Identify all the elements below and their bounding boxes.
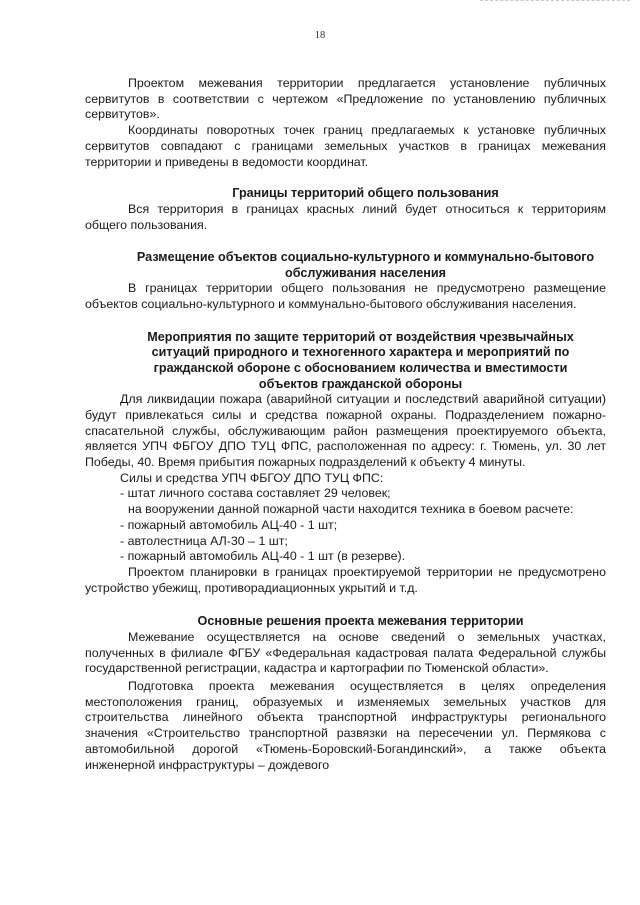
page-number: 18 (314, 30, 326, 41)
paragraph: Вся территория в границах красных линий будет относиться к территориям общего пользования. (85, 201, 606, 232)
list-line: - пожарный автомобиль АЦ-40 - 1 шт (в резерве). (120, 549, 406, 564)
scan-corner-mark (480, 0, 630, 4)
list-line: - пожарный автомобиль АЦ-40 - 1 шт; (120, 517, 338, 532)
list-line: Силы и средства УПЧ ФБГОУ ДПО ТУЦ ФПС: (120, 470, 384, 485)
paragraph: Координаты поворотных точек границ предлагаемых к установке публичных сервитутов совпадают с границами земельных участков в границах межевания территории и приведены в ведомости координат. (85, 123, 606, 169)
list-line: - автолестница АЛ-30 – 1 шт; (120, 533, 288, 548)
section-heading: Размещение объектов социально-культурного и коммунально-бытового обслуживания населения (136, 250, 595, 280)
section-heading: Основные решения проекта межевания территории (197, 614, 524, 629)
paragraph: Подготовка проекта межевания осуществляется в целях определения местоположения границ, образуемых и изменяемых земельных участков для строительства линейного объекта транспортной инфраструктуры регионального значения «Строительство транспортной развязки на пересечении ул. Пермякова с автомобильной дорогой «Тюмень-Боровский-Богандинский», а также объекта инженерной инфраструктуры – дождевого (85, 679, 606, 772)
list-line: - штат личного состава составляет 29 человек; (120, 486, 391, 501)
paragraph: на вооружении данной пожарной части находится техника в боевом расчете: (128, 502, 574, 517)
paragraph: Межевание осуществляется на основе сведений о земельных участках, полученных в филиале ФГБУ «Федеральная кадастровая палата Федеральной службы государственной регистрации, кадастра и картографии по Тюменской области». (85, 629, 606, 676)
section-heading: Мероприятия по защите территорий от воздействия чрезвычайных ситуаций природного и техногенного характера и мероприятий по гражданской обороне с обоснованием количества и вместимости объектов гражданской обороны (147, 329, 574, 391)
paragraph: В границах территории общего пользования не предусмотрено размещение объектов социально-культурного и коммунально-бытового обслуживания населения. (85, 281, 606, 312)
paragraph: Проектом планировки в границах проектируемой территории не предусмотрено устройство убежищ, противорадиационных укрытий и т.д. (85, 564, 606, 595)
paragraph: Для ликвидации пожара (аварийной ситуации и последствий аварийной ситуации) будут привлекаться силы и средства пожарной охраны. Подразделением пожарно-спасательной службы, обслуживающим район размещения проектируемого объекта, является УПЧ ФБГОУ ДПО ТУЦ ФПС, расположенная по адресу: г. Тюмень, ул. 30 лет Победы, 40. Время прибытия пожарных подразделений к объекту 4 минуты. (85, 392, 606, 469)
paragraph: Проектом межевания территории предлагается установление публичных сервитутов в соответствии с чертежом «Предложение по установлению публичных сервитутов». (85, 76, 606, 122)
document-body (85, 76, 606, 773)
section-heading: Границы территорий общего пользования (232, 186, 499, 201)
